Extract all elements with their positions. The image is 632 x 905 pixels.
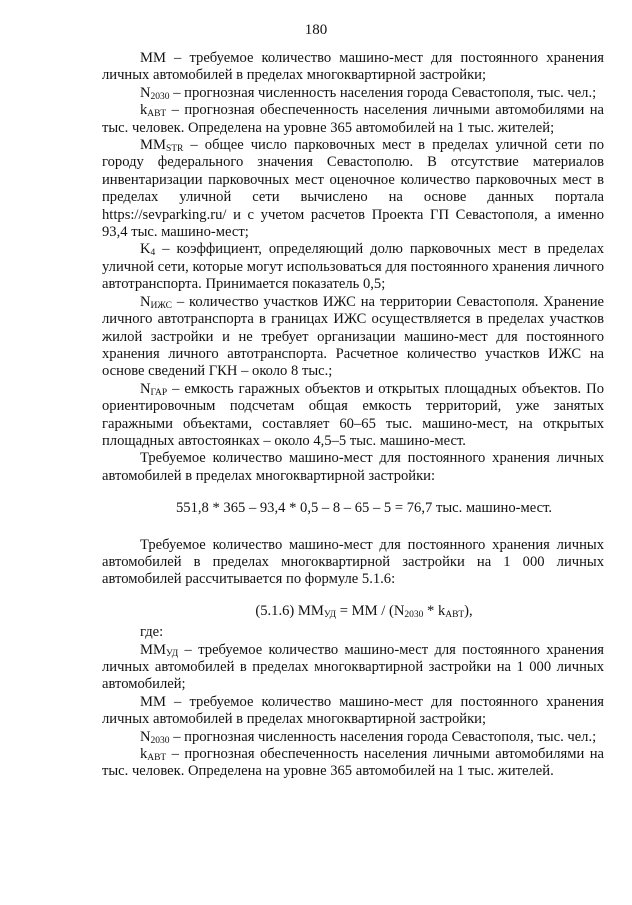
definition-mmud: $ММ_{УД}$ – требуемое количество машино-мест для постоянного хранения личных автомобилей в пределах многоквартирной застройки на 1 000 личных автомобилей;: [102, 641, 604, 693]
definition-k4: $K_4$ – коэффициент, определяющий долю парковочных мест в пределах уличной сети, которые могут использоваться для постоянного хранения личного автотранспорта. Принимается показатель 0,5;: [102, 241, 604, 293]
definition-kavt-2: $k_{АВТ}$ – прогнозная обеспеченность населения личными автомобилями на тыс. человек. Определена на уровне 365 автомобилей на 1 тыс. жителей.: [102, 746, 604, 780]
definition-ngar: $N_{ГАР}$ – емкость гаражных объектов и открытых площадных объектов. По ориентировочным подсчетам общая емкость территорий, уже занятых гаражными объектами, составляет 60–65 тыс. машино-мест, на открытых площадных автостоянках – около 4,5–5 тыс. машино-мест.: [102, 380, 604, 449]
page-number: 180: [304, 22, 328, 38]
definition-n2030: $N_{2030}$ – прогнозная численность населения города Севастополя, тыс. чел.;: [140, 84, 597, 102]
formula-5-1-6: (5.1.6) $ММ_{УД}$ = ММ / $(N_{2030} * k_{АВТ})$,: [255, 602, 473, 620]
document-body: [102, 50, 604, 781]
where-label: где:: [140, 624, 164, 641]
per-1000-paragraph: Требуемое количество машино-мест для постоянного хранения личных автомобилей в пределах многоквартирной застройки на 1 000 личных автомобилей рассчитывается по формуле 5.1.6:: [102, 536, 604, 588]
definition-kavt: $k_{АВТ}$ – прогнозная обеспеченность населения личными автомобилями на тыс. человек. Определена на уровне 365 автомобилей на 1 тыс. жителей;: [102, 102, 604, 136]
definition-nizhs: $N_{ИЖС}$ – количество участков ИЖС на территории Севастополя. Хранение личного автотранспорта в границах ИЖС осуществляется в пределах участков жилой застройки и не требует организации машино-мест для постоянного хранения личного автотранспорта. Расчетное количество участков ИЖС на основе сведений ГКН – около 8 тыс.;: [102, 293, 604, 380]
definition-n2030-2: $N_{2030}$ – прогнозная численность населения города Севастополя, тыс. чел.;: [140, 728, 597, 746]
definition-mm: ММ – требуемое количество машино-мест для постоянного хранения личных автомобилей в пределах многоквартирной застройки;: [102, 50, 604, 84]
definition-mm-2: ММ – требуемое количество машино-мест для постоянного хранения личных автомобилей в пределах многоквартирной застройки;: [102, 693, 604, 728]
calculation-formula: 551,8 * 365 – 93,4 * 0,5 – 8 – 65 – 5 = 76,7 тыс. машино-мест.: [175, 500, 553, 517]
required-parking-paragraph: Требуемое количество машино-мест для постоянного хранения личных автомобилей в пределах многоквартирной застройки:: [102, 450, 604, 484]
definition-mmstr: $ММ_{STR}$ – общее число парковочных мест в пределах уличной сети по городу федерального значения Севастополю. В отсутствие материалов инвентаризации парковочных мест оценочное количество парковочных мест в пределах уличной сети вычислено на основе данных портала https://sevparking.ru/ и с учетом расчетов Проекта ГП Севастополя, а именно 93,4 тыс. машино-мест;: [102, 137, 604, 241]
